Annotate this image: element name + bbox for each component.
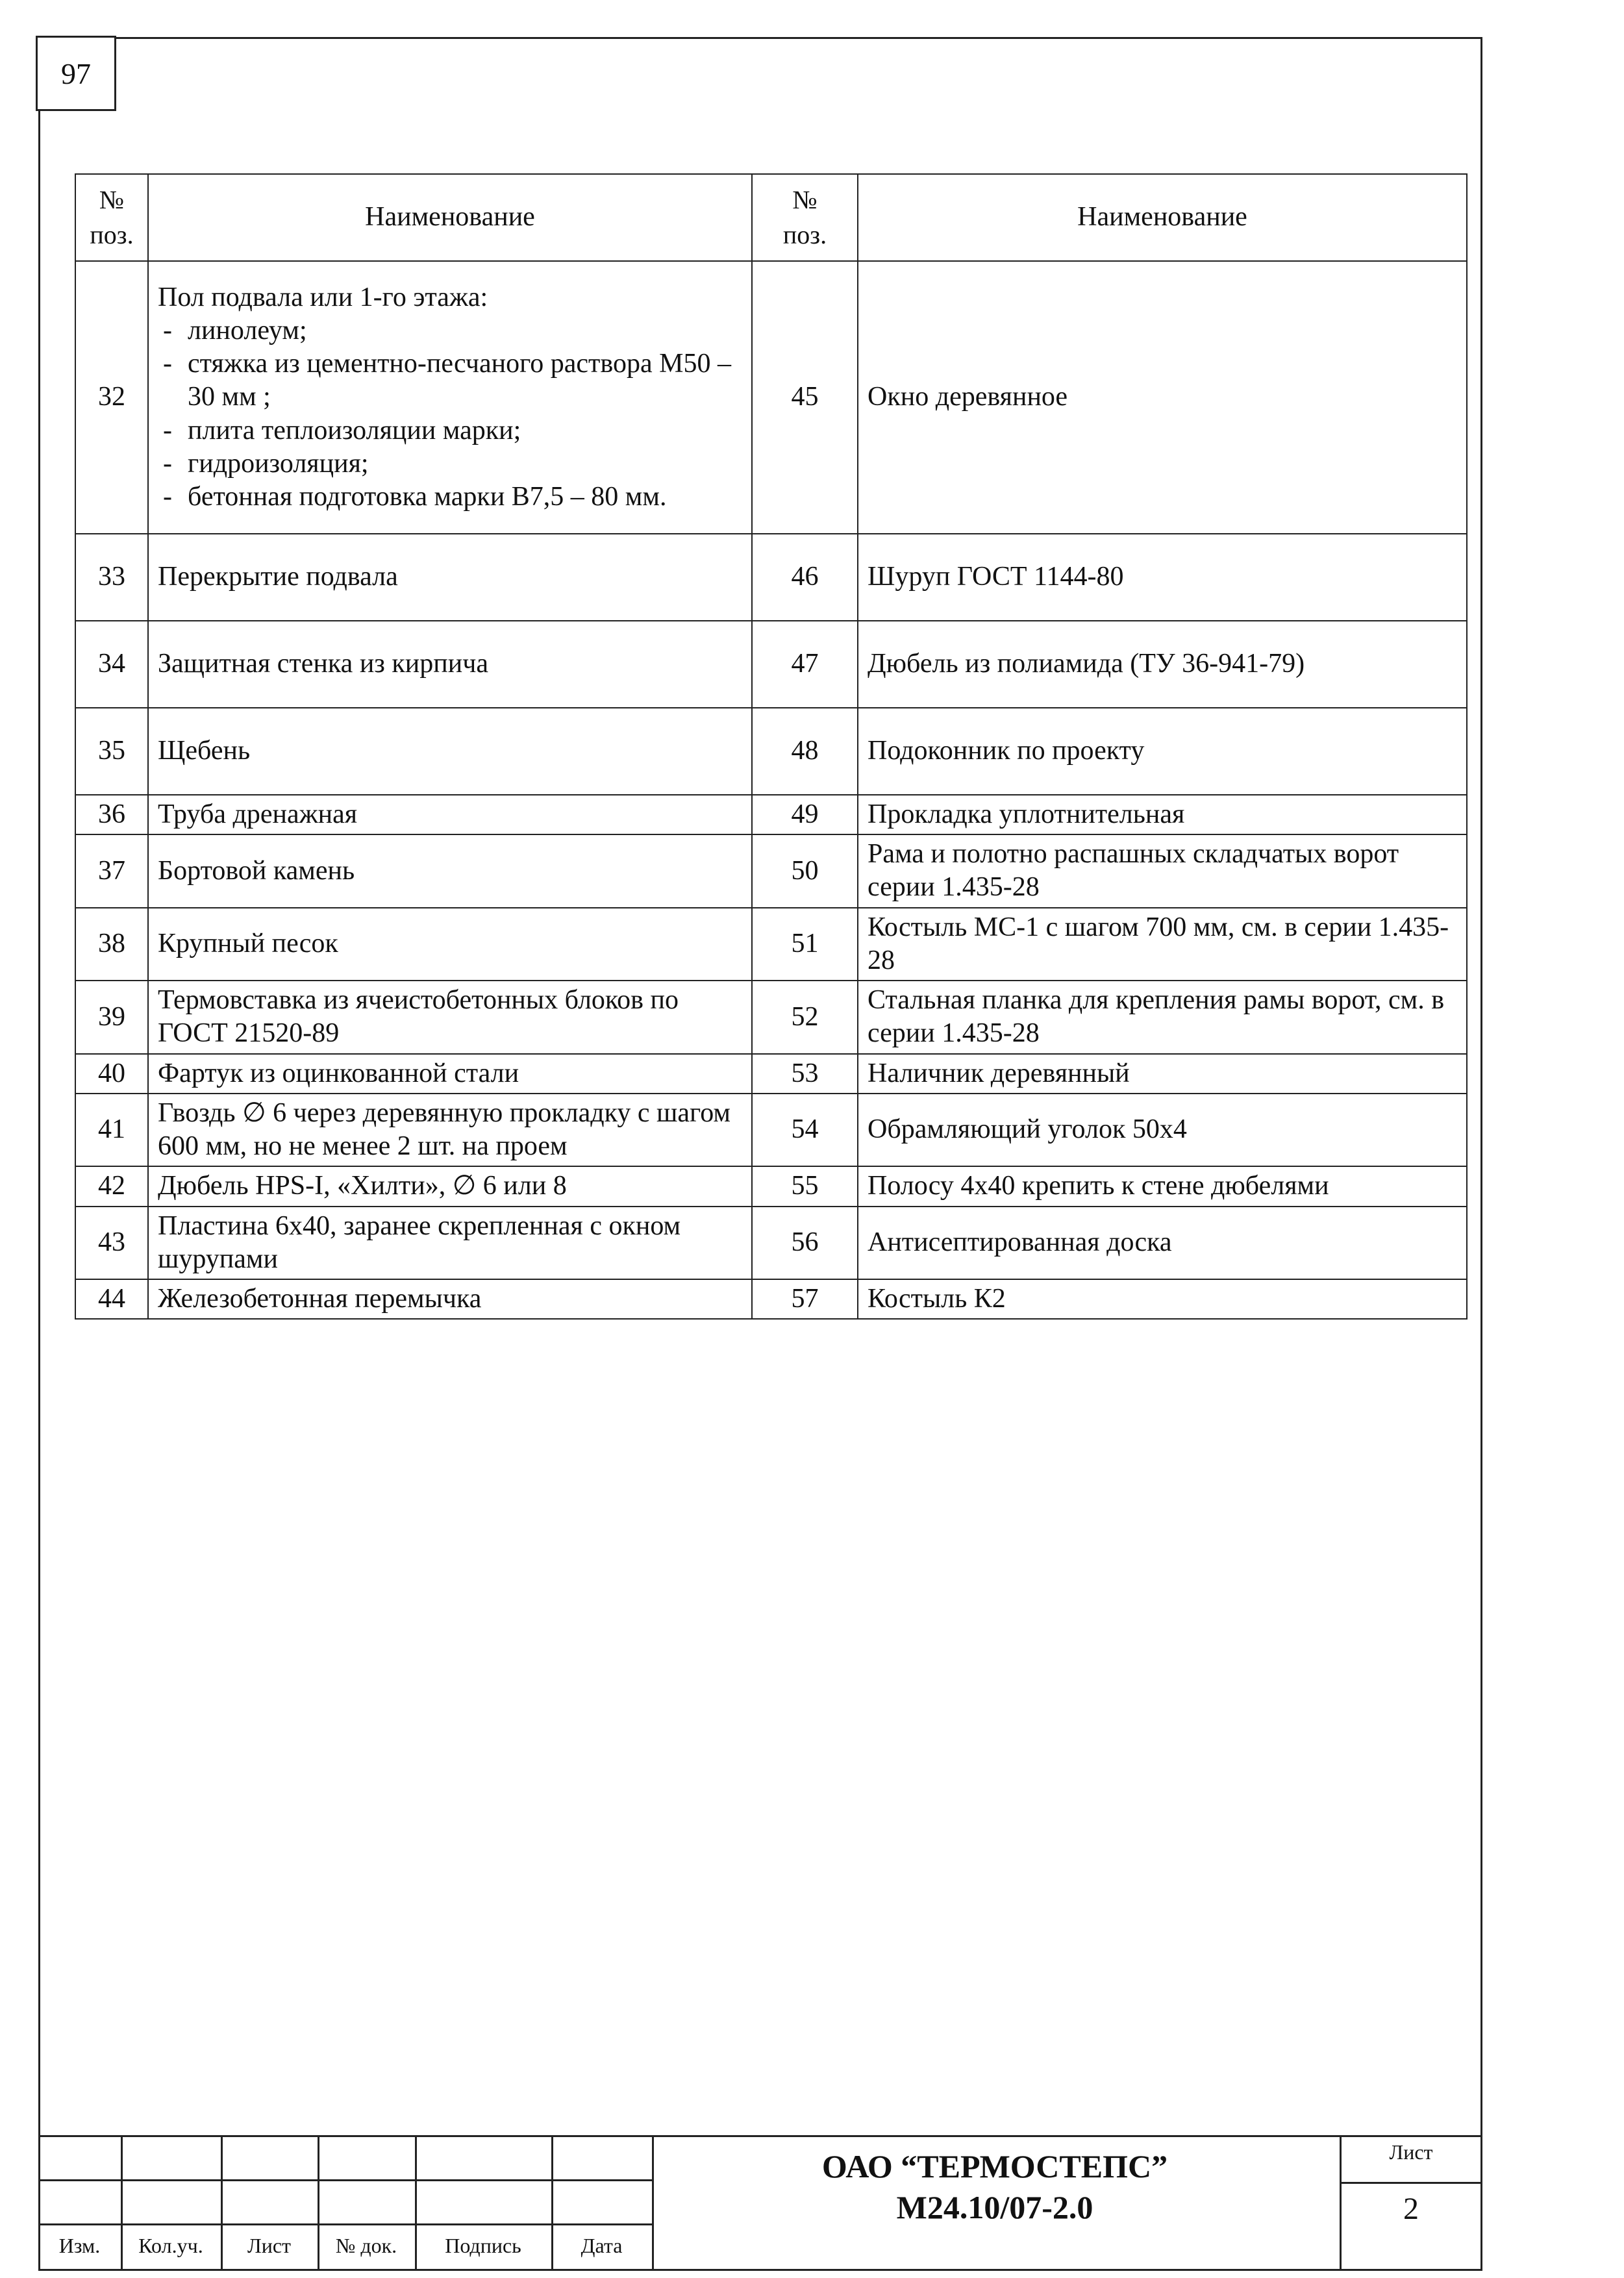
item-name: Пластина 6х40, заранее скрепленная с окном шурупами <box>148 1207 752 1279</box>
item-name: Костыль МС-1 с шагом 700 мм, см. в серии 1.435-28 <box>858 908 1467 981</box>
position-number: 51 <box>752 908 858 981</box>
item-name: Рама и полотно распашных складчатых ворот серии 1.435-28 <box>858 834 1467 907</box>
position-number: 40 <box>75 1054 148 1094</box>
position-number: 34 <box>75 621 148 708</box>
label-change: Изм. <box>58 2234 101 2257</box>
label-count: Кол.уч. <box>138 2234 203 2257</box>
header-pos-right: № поз. <box>752 174 858 261</box>
sheet-cell-line <box>1340 2182 1482 2184</box>
item-name: Щебень <box>148 708 752 795</box>
position-number: 54 <box>752 1094 858 1166</box>
title-block-top-line <box>38 2135 1482 2137</box>
item-sublist <box>158 314 742 514</box>
position-number: 50 <box>752 834 858 907</box>
table-row <box>75 981 1467 1053</box>
label-doc-number: № док. <box>335 2234 397 2257</box>
position-number: 32 <box>75 261 148 534</box>
position-number: 43 <box>75 1207 148 1279</box>
organization-name: ОАО “ТЕРМОСТЕПС” <box>821 2148 1168 2184</box>
item-name: Труба дренажная <box>148 795 752 834</box>
position-number: 57 <box>752 1279 858 1319</box>
list-item: - гидроизоляция; <box>158 447 742 481</box>
item-name: Бортовой камень <box>148 834 752 907</box>
item-name: Наличник деревянный <box>858 1054 1467 1094</box>
position-number: 44 <box>75 1279 148 1319</box>
position-number: 46 <box>752 534 858 621</box>
title-block-row-line <box>38 2179 654 2181</box>
item-name: Дюбель из полиамида (ТУ 36-941-79) <box>858 621 1467 708</box>
item-name: Железобетонная перемычка <box>148 1279 752 1319</box>
item-title: Пол подвала или 1-го этажа: <box>158 282 488 312</box>
sheet-label: Лист <box>1389 2140 1433 2164</box>
position-number: 33 <box>75 534 148 621</box>
position-number: 41 <box>75 1094 148 1166</box>
table-header-row <box>75 174 1467 261</box>
specification-table <box>75 173 1468 1320</box>
table-row <box>75 1207 1467 1279</box>
list-item: - плита теплоизоляции марки; <box>158 414 742 447</box>
title-block-row-line <box>38 2223 654 2225</box>
position-number: 47 <box>752 621 858 708</box>
item-name <box>148 261 752 534</box>
position-number: 56 <box>752 1207 858 1279</box>
item-name: Перекрытие подвала <box>148 534 752 621</box>
table-row <box>75 908 1467 981</box>
item-name: Гвоздь ∅ 6 через деревянную прокладку с шагом 600 мм, но не менее 2 шт. на проем <box>148 1094 752 1166</box>
table-row <box>75 1279 1467 1319</box>
label-date: Дата <box>581 2234 623 2257</box>
position-number: 37 <box>75 834 148 907</box>
header-name-left: Наименование <box>148 174 752 261</box>
table-row <box>75 1094 1467 1166</box>
item-name: Подоконник по проекту <box>858 708 1467 795</box>
item-name: Антисептированная доска <box>858 1207 1467 1279</box>
label-sheet: Лист <box>247 2234 291 2257</box>
item-name: Крупный песок <box>148 908 752 981</box>
table-row <box>75 834 1467 907</box>
item-name: Дюбель HPS-I, «Хилти», ∅ 6 или 8 <box>148 1166 752 1206</box>
list-item: - бетонная подготовка марки В7,5 – 80 мм. <box>158 481 742 514</box>
page-number: 97 <box>36 36 116 111</box>
label-signature: Подпись <box>445 2234 521 2257</box>
position-number: 38 <box>75 908 148 981</box>
table-row <box>75 261 1467 534</box>
header-name-right: Наименование <box>858 174 1467 261</box>
position-number: 42 <box>75 1166 148 1206</box>
item-name: Термовставка из ячеистобетонных блоков по ГОСТ 21520-89 <box>148 981 752 1053</box>
table-row <box>75 1166 1467 1206</box>
document-code: М24.10/07-2.0 <box>896 2188 1093 2225</box>
table-row <box>75 621 1467 708</box>
list-item: - стяжка из цементно-песчаного раствора М50 – 30 мм ; <box>158 347 742 414</box>
item-name: Костыль К2 <box>858 1279 1467 1319</box>
position-number: 45 <box>752 261 858 534</box>
table-row <box>75 795 1467 834</box>
position-number: 39 <box>75 981 148 1053</box>
item-name: Прокладка уплотнительная <box>858 795 1467 834</box>
item-name: Фартук из оцинкованной стали <box>148 1054 752 1094</box>
list-item: - линолеум; <box>158 314 742 347</box>
position-number: 48 <box>752 708 858 795</box>
organization-block <box>653 2146 1336 2227</box>
table-row <box>75 534 1467 621</box>
position-number: 55 <box>752 1166 858 1206</box>
position-number: 49 <box>752 795 858 834</box>
item-name: Стальная планка для крепления рамы ворот, см. в серии 1.435-28 <box>858 981 1467 1053</box>
position-number: 53 <box>752 1054 858 1094</box>
item-name: Обрамляющий уголок 50х4 <box>858 1094 1467 1166</box>
position-number: 52 <box>752 981 858 1053</box>
sheet-number: 2 <box>1403 2192 1419 2226</box>
table-row <box>75 708 1467 795</box>
item-name: Защитная стенка из кирпича <box>148 621 752 708</box>
item-name: Окно деревянное <box>858 261 1467 534</box>
item-name: Шуруп ГОСТ 1144-80 <box>858 534 1467 621</box>
position-number: 36 <box>75 795 148 834</box>
item-name: Полосу 4х40 крепить к стене дюбелями <box>858 1166 1467 1206</box>
position-number: 35 <box>75 708 148 795</box>
table-row <box>75 1054 1467 1094</box>
header-pos-left: № поз. <box>75 174 148 261</box>
